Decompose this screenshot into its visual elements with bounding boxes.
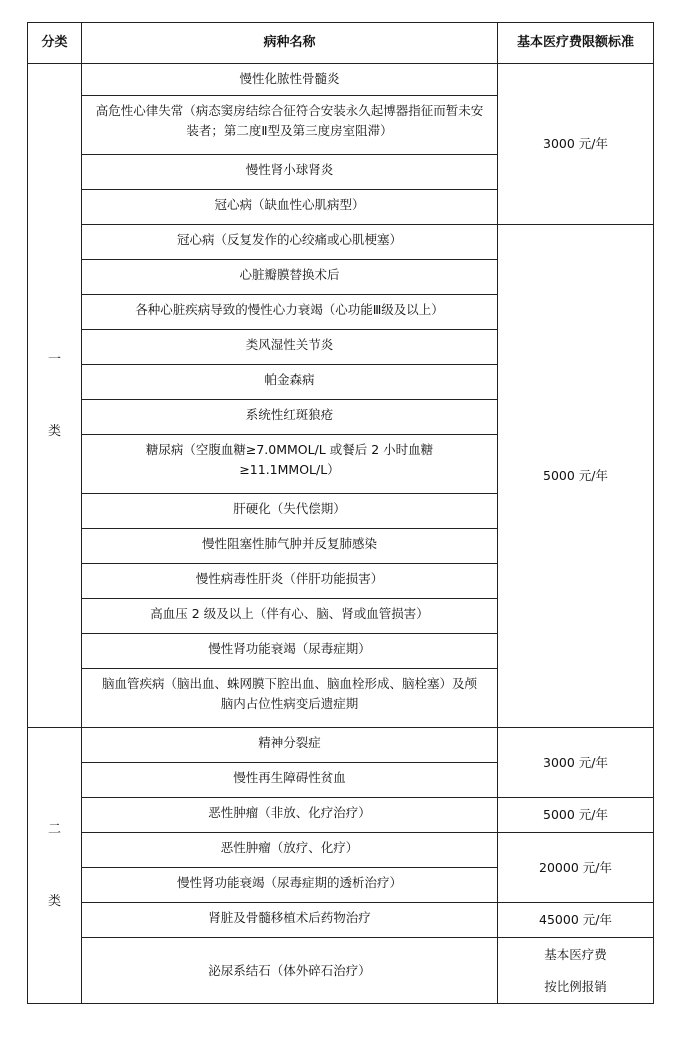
disease-cell: 肝硬化（失代偿期） [82, 494, 498, 529]
fee-cell: 45000 元/年 [498, 903, 654, 938]
table-row [28, 225, 654, 260]
table-row [28, 798, 654, 833]
fee-cell [498, 938, 654, 1004]
disease-cell: 精神分裂症 [82, 728, 498, 763]
disease-cell: 慢性化脓性骨髓炎 [82, 64, 498, 96]
disease-cell: 心脏瓣膜替换术后 [82, 260, 498, 295]
table-row [28, 728, 654, 763]
header-fee: 基本医疗费限额标准 [498, 23, 654, 64]
header-category: 分类 [28, 23, 82, 64]
disease-cell: 各种心脏疾病导致的慢性心力衰竭（心功能Ⅲ级及以上） [82, 295, 498, 330]
disease-cell: 高危性心律失常（病态窦房结综合征符合安装永久起博器指征而暂未安装者；第二度Ⅱ型及第三度房室阻滞） [82, 96, 498, 155]
disease-cell: 慢性肾功能衰竭（尿毒症期的透析治疗） [82, 868, 498, 903]
disease-cell: 泌尿系结石（体外碎石治疗） [82, 938, 498, 1004]
category-class1 [28, 64, 82, 728]
disease-cell: 高血压 2 级及以上（伴有心、脑、肾或血管损害） [82, 599, 498, 634]
table-row [28, 903, 654, 938]
category-label-top: 一 [47, 351, 61, 367]
disease-cell: 冠心病（缺血性心肌病型） [82, 190, 498, 225]
disease-cell: 系统性红斑狼疮 [82, 400, 498, 435]
disease-cell: 脑血管疾病（脑出血、蛛网膜下腔出血、脑血栓形成、脑栓塞）及颅脑内占位性病变后遗症期 [82, 669, 498, 728]
disease-cell: 慢性再生障碍性贫血 [82, 763, 498, 798]
disease-cell: 恶性肿瘤（放疗、化疗） [82, 833, 498, 868]
table-row [28, 938, 654, 1004]
category-label-bottom: 类 [47, 893, 61, 909]
fee-cell: 5000 元/年 [498, 798, 654, 833]
category-class2 [28, 728, 82, 1004]
disease-cell: 慢性阻塞性肺气肿并反复肺感染 [82, 529, 498, 564]
disease-cell: 慢性病毒性肝炎（伴肝功能损害） [82, 564, 498, 599]
disease-cell: 帕金森病 [82, 365, 498, 400]
category-label-bottom: 类 [47, 423, 61, 439]
table-row [28, 64, 654, 96]
disease-fee-table [27, 22, 654, 1004]
disease-cell: 糖尿病（空腹血糖≥7.0MMOL/L 或餐后 2 小时血糖≥11.1MMOL/L） [82, 435, 498, 494]
header-row [28, 23, 654, 64]
disease-cell: 类风湿性关节炎 [82, 330, 498, 365]
disease-cell: 慢性肾小球肾炎 [82, 155, 498, 190]
fee-cell: 3000 元/年 [498, 64, 654, 225]
fee-cell: 5000 元/年 [498, 225, 654, 728]
fee-line: 基本医疗费 [544, 946, 607, 962]
fee-cell: 20000 元/年 [498, 833, 654, 903]
category-label-top: 二 [47, 821, 61, 837]
disease-cell: 慢性肾功能衰竭（尿毒症期） [82, 634, 498, 669]
fee-line: 按比例报销 [544, 978, 607, 994]
table-row [28, 833, 654, 868]
disease-cell: 冠心病（反复发作的心绞痛或心肌梗塞） [82, 225, 498, 260]
disease-cell: 恶性肿瘤（非放、化疗治疗） [82, 798, 498, 833]
disease-cell: 肾脏及骨髓移植术后药物治疗 [82, 903, 498, 938]
fee-cell: 3000 元/年 [498, 728, 654, 798]
header-disease: 病种名称 [82, 23, 498, 64]
